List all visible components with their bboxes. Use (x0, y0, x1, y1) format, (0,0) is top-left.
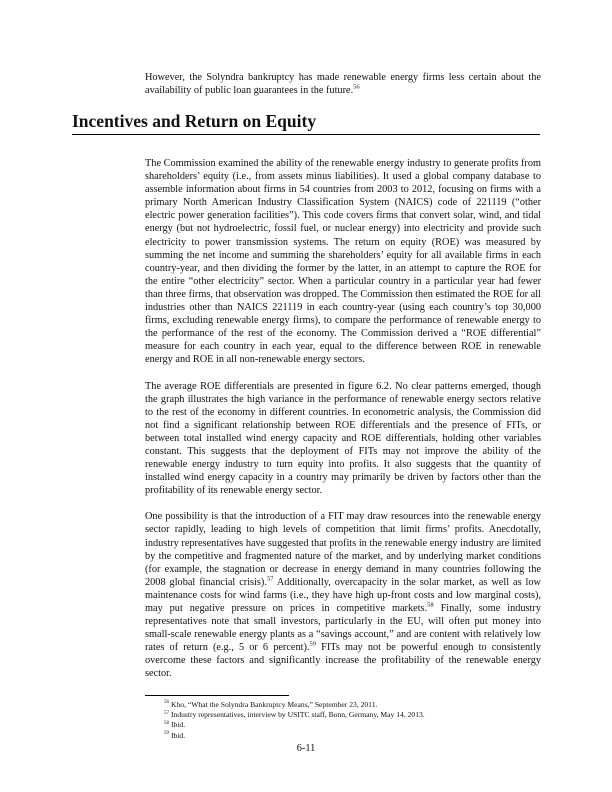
footnote-text: Ibid. (171, 730, 186, 740)
footnote-ref-56[interactable]: 56 (353, 83, 360, 91)
intro-paragraph (145, 71, 541, 97)
body-text (145, 157, 541, 694)
footnote-text: Kho, “What the Solyndra Bankruptcy Means,” September 23, 2011. (171, 700, 378, 709)
paragraph-competition (145, 510, 541, 680)
footnote-item (164, 700, 540, 710)
footnote-ref-58[interactable]: 58 (427, 601, 434, 609)
paragraph-text-segment: Finally, some industry representatives note that small investors, particularly in the EU, will often put money into small-scale renewable energy plants as a “savings account,” and are content with relatively low rates of return (e.g., 5 or 6 percent). (145, 603, 541, 654)
footnote-item (164, 710, 540, 720)
intro-text: However, the Solyndra bankruptcy has made renewable energy firms less certain about the availability of public loan guarantees in the future. (145, 72, 541, 97)
footnote-number: 59 (164, 731, 169, 737)
footnote-divider (145, 695, 289, 696)
footnote-number: 58 (164, 720, 169, 726)
footnote-text: Industry representatives, interview by USITC staff, Bonn, Germany, May 14, 2013. (171, 710, 425, 720)
section-heading: Incentives and Return on Equity (72, 110, 540, 135)
footnote-number: 57 (164, 710, 169, 716)
paragraph-text-segment: One possibility is that the introduction of a FIT may draw resources into the renewable energy sector rapidly, leading to high levels of competition that limit firms’ profits. Anecdotally, industry representatives have suggested that profits in the renewable energy industry are limited by the competitive and fragmented nature of the market, and by underlying market conditions (for example, the stagnation or decrease in energy demand in many countries following the 2008 global financial crisis). (145, 511, 541, 588)
paragraph-text-segment: FITs may not be powerful enough to consistently overcome these factors and significantly increase the profitability of the renewable energy sector. (145, 642, 541, 680)
footnotes (164, 700, 540, 741)
page-number: 6-11 (296, 743, 316, 754)
paragraph-text-segment: Additionally, overcapacity in the solar market, as well as low maintenance costs for wind farms (i.e., they have high up-front costs and low marginal costs), may put negative pressure on prices in competitive markets. (145, 576, 541, 614)
footnote-ref-59[interactable]: 59 (309, 640, 316, 648)
paragraph-roe-results: The average ROE differentials are presented in figure 6.2. No clear patterns emerged, though the graph illustrates the high variance in the performance of renewable energy sectors relative to the rest of the economy in different countries. In econometric analysis, the Commission did not find a significant relationship between ROE differentials and the presence of FITs, or between total installed wind energy capacity and ROE differentials, holding other variables constant. This suggests that the deployment of FITs may not improve the ability of the renewable energy industry to turn equity into profits. It also suggests that the quantity of installed wind energy capacity in a country may primarily be driven by factors other than the profitability of its renewable energy sector. (145, 380, 541, 497)
footnote-ref-57[interactable]: 57 (266, 575, 274, 583)
paragraph-roe-method: The Commission examined the ability of the renewable energy industry to generate profits from shareholders’ equity (i.e., from assets minus liabilities). It used a global company database to assemble information about firms in 54 countries from 2003 to 2012, focusing on firms with a primary North American Industry Classification System (NAICS) code of 221119 (“other electric power generation facilities”). This code covers firms that convert solar, wind, and tidal energy (but not hydroelectric, fossil fuel, or nuclear energy) into electricity and provide such electricity to power transmission systems. The return on equity (ROE) was measured by summing the net income and summing the shareholders’ equity for all available firms in each country-year, and then dividing the former by the latter, in an attempt to capture the ROE for the entire “other electricity” sector. When a particular country in a particular year had fewer than three firms, that observation was dropped. The Commission then estimated the ROE for all industries other than NAICS 221119 in each country-year (using each country’s top 30,000 firms, excluding renewable energy firms), to compare the performance of renewable energy to the performance of the rest of the economy. The Commission derived a “ROE differential” measure for each country in each year, equal to the difference between ROE in renewable energy and ROE in all non-renewable energy sectors. (145, 158, 541, 366)
footnote-number: 56 (164, 700, 169, 706)
footnote-item (164, 720, 540, 730)
footnote-item (164, 731, 540, 741)
footnote-text: Ibid. (171, 720, 186, 730)
